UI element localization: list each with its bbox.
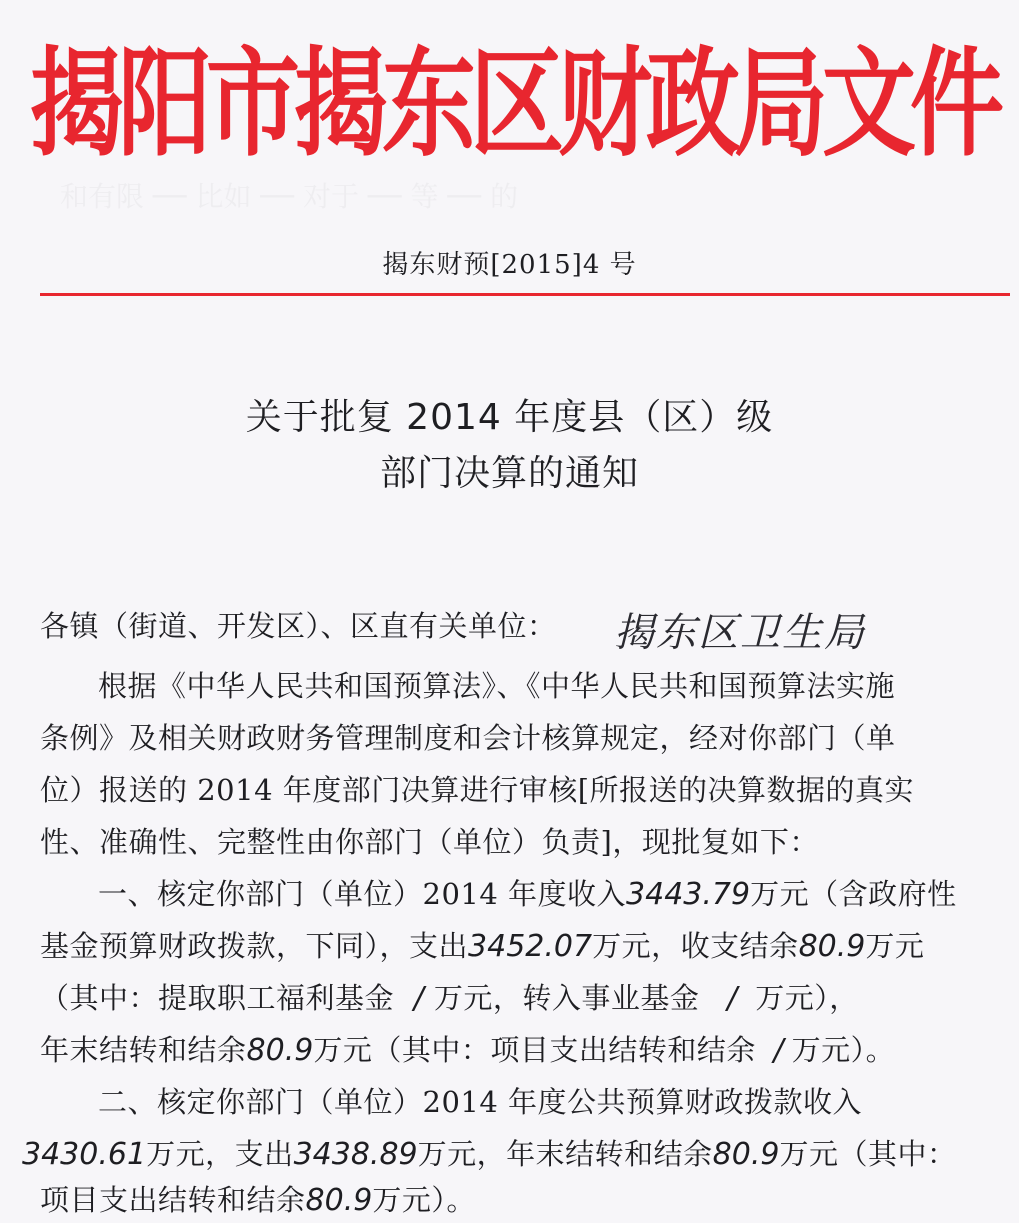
document-title — [0, 390, 1019, 502]
handwritten-surplus: 80.9 — [798, 929, 866, 964]
p2-l3-text-c: 万元）， — [755, 981, 859, 1015]
p2-l1-text-a: 一、核定你部门（单位）2014 年度收入 — [98, 877, 627, 911]
paragraph-1-line-2: 条例》及相关财政财务管理制度和会计核算规定，经对你部门（单 — [40, 721, 896, 755]
p2-l2-text-a: 基金预算财政拨款，下同），支出 — [40, 929, 469, 963]
paragraph-1-line-4: 性、准确性、完整性由你部门（单位）负责]，现批复如下： — [40, 825, 819, 859]
paragraph-2-line-2 — [40, 926, 1000, 967]
paragraph-2-line-3 — [40, 978, 1000, 1019]
red-divider-line — [40, 293, 1010, 296]
handwritten-unit-signature — [612, 600, 912, 660]
handwritten-project-balance-dash: / — [773, 1033, 784, 1068]
p2-l4-text-c: 万元）。 — [791, 1033, 896, 1067]
paragraph-1-line-1: 根据《中华人民共和国预算法》、《中华人民共和国预算法实施 — [98, 669, 896, 703]
bleed-through-text: 和有限 ── 比如 ── 对于 ── 等 ── 的 — [60, 180, 519, 213]
handwritten-year-end-balance: 80.9 — [246, 1033, 314, 1068]
paragraph-3-line-3 — [40, 1180, 1000, 1221]
paragraph-2-line-1 — [40, 874, 1000, 915]
handwritten-public-project-balance: 80.9 — [305, 1183, 373, 1218]
handwritten-expense: 3452.07 — [468, 929, 593, 964]
p2-l1-text-b: 万元（含政府性 — [750, 877, 957, 911]
p3-l3-text-b: 万元）。 — [372, 1183, 476, 1217]
p3-l3-text-a: 项目支出结转和结余 — [40, 1183, 306, 1217]
document-number: 揭东财预[2015]4 号 — [382, 250, 637, 280]
paragraph-1-line-3: 位）报送的 2014 年度部门决算进行审核[所报送的决算数据的真实 — [40, 773, 915, 807]
p2-l2-text-c: 万元 — [865, 929, 925, 963]
p2-l3-text-a: （其中：提取职工福利基金 — [40, 981, 395, 1015]
title-line-2: 部门决算的通知 — [379, 453, 639, 494]
document-header-title: 揭阳市揭东区财政局文件 — [30, 36, 999, 173]
p3-l2-text-b: 万元，年末结转和结余 — [417, 1137, 713, 1171]
handwritten-public-year-end: 80.9 — [712, 1137, 780, 1172]
handwritten-unit-name: 揭东区卫生局 — [614, 610, 866, 656]
handwritten-income: 3443.79 — [626, 877, 751, 912]
p3-l2-text-a: 万元，支出 — [146, 1137, 294, 1171]
handwritten-public-income: 3430.61 — [22, 1137, 147, 1172]
p2-l3-text-b: 万元，转入事业基金 — [433, 981, 700, 1015]
title-line-1: 关于批复 2014 年度县（区）级 — [245, 397, 774, 438]
paragraph-2-line-4 — [40, 1030, 1000, 1071]
paragraph-3-line-2 — [22, 1134, 982, 1175]
p3-l2-text-c: 万元（其中： — [779, 1137, 957, 1171]
paragraph-3-line-1: 二、核定你部门（单位）2014 年度公共预算财政拨款收入 — [98, 1085, 863, 1119]
handwritten-public-expense: 3438.89 — [293, 1137, 418, 1172]
p2-l2-text-b: 万元，收支结余 — [592, 929, 799, 963]
addressee-label: 各镇（街道、开发区）、区直有关单位： — [40, 609, 557, 643]
p2-l4-text-b: 万元（其中：项目支出结转和结余 — [313, 1033, 756, 1067]
p2-l4-text-a: 年末结转和结余 — [40, 1033, 247, 1067]
handwritten-welfare-fund-dash: / — [413, 981, 424, 1016]
handwritten-business-fund-dash: / — [727, 981, 738, 1016]
